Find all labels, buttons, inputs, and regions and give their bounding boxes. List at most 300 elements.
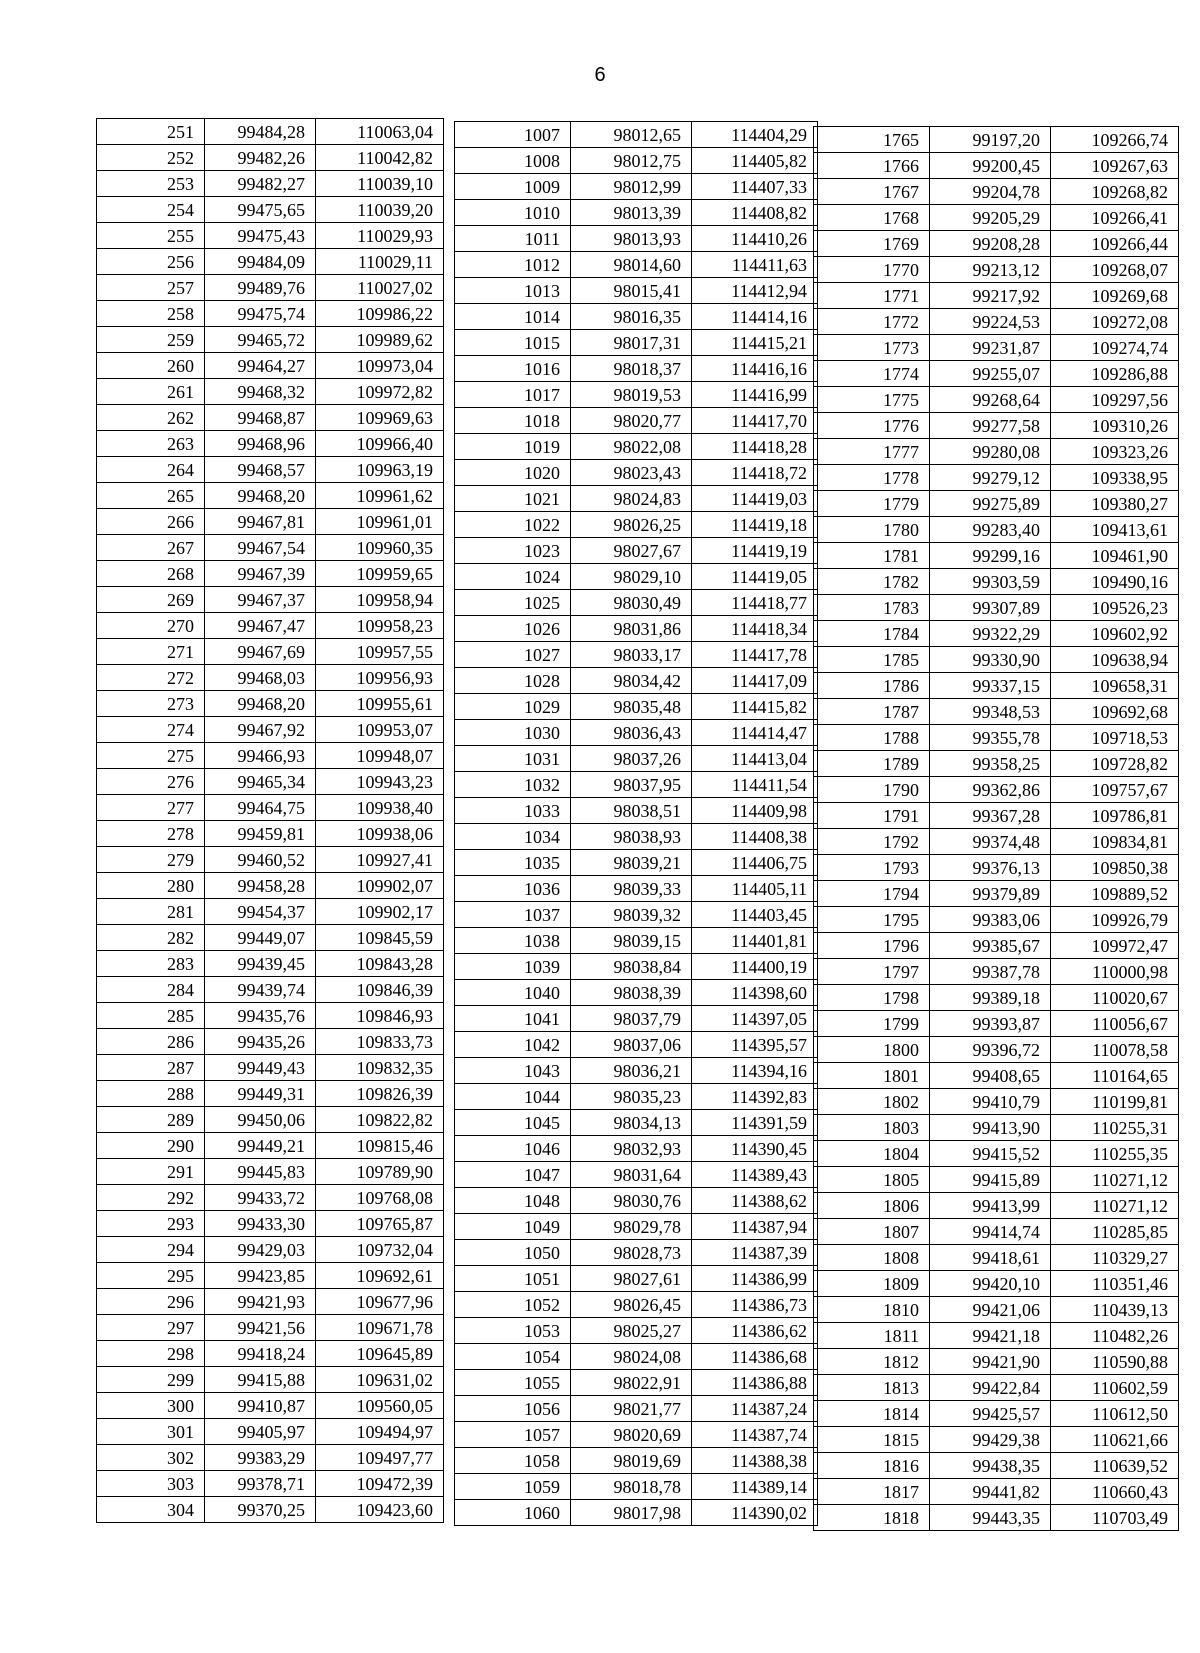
y-coordinate-cell: 109960,35	[316, 535, 444, 561]
table-row	[814, 1453, 1179, 1479]
y-coordinate-cell: 109966,40	[316, 431, 444, 457]
table-row	[97, 1289, 444, 1315]
y-coordinate-cell: 109560,05	[316, 1393, 444, 1419]
point-number-cell: 1779	[814, 491, 930, 517]
table-row	[455, 408, 818, 434]
y-coordinate-cell: 114386,73	[692, 1292, 818, 1318]
y-coordinate-cell: 114411,54	[692, 772, 818, 798]
x-coordinate-cell: 98026,45	[571, 1292, 692, 1318]
y-coordinate-cell: 114409,98	[692, 798, 818, 824]
point-number-cell: 1776	[814, 413, 930, 439]
x-coordinate-cell: 98022,91	[571, 1370, 692, 1396]
point-number-cell: 1802	[814, 1089, 930, 1115]
y-coordinate-cell: 109266,41	[1051, 205, 1179, 231]
y-coordinate-cell: 109728,82	[1051, 751, 1179, 777]
y-coordinate-cell: 114418,77	[692, 590, 818, 616]
x-coordinate-cell: 99408,65	[930, 1063, 1051, 1089]
y-coordinate-cell: 110000,98	[1051, 959, 1179, 985]
point-number-cell: 1790	[814, 777, 930, 803]
y-coordinate-cell: 110255,31	[1051, 1115, 1179, 1141]
point-number-cell: 1057	[455, 1422, 571, 1448]
x-coordinate-cell: 99433,72	[205, 1185, 316, 1211]
table-row	[814, 257, 1179, 283]
y-coordinate-cell: 114419,05	[692, 564, 818, 590]
y-coordinate-cell: 114405,82	[692, 148, 818, 174]
y-coordinate-cell: 110285,85	[1051, 1219, 1179, 1245]
coordinate-table-1	[96, 118, 444, 1523]
point-number-cell: 1011	[455, 226, 571, 252]
table-row	[97, 223, 444, 249]
table-row	[814, 361, 1179, 387]
y-coordinate-cell: 109380,27	[1051, 491, 1179, 517]
point-number-cell: 265	[97, 483, 205, 509]
x-coordinate-cell: 98027,61	[571, 1266, 692, 1292]
point-number-cell: 1038	[455, 928, 571, 954]
point-number-cell: 1770	[814, 257, 930, 283]
x-coordinate-cell: 98034,42	[571, 668, 692, 694]
point-number-cell: 1042	[455, 1032, 571, 1058]
point-number-cell: 297	[97, 1315, 205, 1341]
y-coordinate-cell: 114417,70	[692, 408, 818, 434]
y-coordinate-cell: 110063,04	[316, 119, 444, 145]
table-row	[97, 509, 444, 535]
point-number-cell: 1771	[814, 283, 930, 309]
table-row	[97, 847, 444, 873]
x-coordinate-cell: 98036,43	[571, 720, 692, 746]
point-number-cell: 1786	[814, 673, 930, 699]
point-number-cell: 258	[97, 301, 205, 327]
x-coordinate-cell: 99439,74	[205, 977, 316, 1003]
x-coordinate-cell: 99414,74	[930, 1219, 1051, 1245]
point-number-cell: 1012	[455, 252, 571, 278]
point-number-cell: 1047	[455, 1162, 571, 1188]
table-row	[97, 1081, 444, 1107]
y-coordinate-cell: 114387,24	[692, 1396, 818, 1422]
table-row	[97, 1263, 444, 1289]
x-coordinate-cell: 99255,07	[930, 361, 1051, 387]
point-number-cell: 1778	[814, 465, 930, 491]
point-number-cell: 1792	[814, 829, 930, 855]
y-coordinate-cell: 114388,38	[692, 1448, 818, 1474]
y-coordinate-cell: 109413,61	[1051, 517, 1179, 543]
point-number-cell: 1017	[455, 382, 571, 408]
table-row	[814, 907, 1179, 933]
table-row	[455, 1006, 818, 1032]
point-number-cell: 1019	[455, 434, 571, 460]
x-coordinate-cell: 99429,38	[930, 1427, 1051, 1453]
x-coordinate-cell: 98038,93	[571, 824, 692, 850]
x-coordinate-cell: 99449,31	[205, 1081, 316, 1107]
y-coordinate-cell: 110621,66	[1051, 1427, 1179, 1453]
x-coordinate-cell: 99322,29	[930, 621, 1051, 647]
x-coordinate-cell: 99433,30	[205, 1211, 316, 1237]
x-coordinate-cell: 99466,93	[205, 743, 316, 769]
y-coordinate-cell: 110329,27	[1051, 1245, 1179, 1271]
x-coordinate-cell: 98037,26	[571, 746, 692, 772]
y-coordinate-cell: 114387,74	[692, 1422, 818, 1448]
x-coordinate-cell: 99275,89	[930, 491, 1051, 517]
point-number-cell: 1016	[455, 356, 571, 382]
y-coordinate-cell: 110351,46	[1051, 1271, 1179, 1297]
point-number-cell: 282	[97, 925, 205, 951]
y-coordinate-cell: 109961,62	[316, 483, 444, 509]
point-number-cell: 1014	[455, 304, 571, 330]
table-row	[455, 1422, 818, 1448]
x-coordinate-cell: 99467,81	[205, 509, 316, 535]
y-coordinate-cell: 114416,16	[692, 356, 818, 382]
x-coordinate-cell: 98039,21	[571, 850, 692, 876]
y-coordinate-cell: 109310,26	[1051, 413, 1179, 439]
table-row	[455, 200, 818, 226]
y-coordinate-cell: 114389,43	[692, 1162, 818, 1188]
table-row	[455, 1214, 818, 1240]
y-coordinate-cell: 109526,23	[1051, 595, 1179, 621]
table-row	[814, 1427, 1179, 1453]
x-coordinate-cell: 99379,89	[930, 881, 1051, 907]
y-coordinate-cell: 109497,77	[316, 1445, 444, 1471]
x-coordinate-cell: 99467,69	[205, 639, 316, 665]
y-coordinate-cell: 109956,93	[316, 665, 444, 691]
point-number-cell: 1780	[814, 517, 930, 543]
y-coordinate-cell: 110590,88	[1051, 1349, 1179, 1375]
point-number-cell: 1796	[814, 933, 930, 959]
y-coordinate-cell: 109961,01	[316, 509, 444, 535]
y-coordinate-cell: 109274,74	[1051, 335, 1179, 361]
x-coordinate-cell: 99484,28	[205, 119, 316, 145]
point-number-cell: 1788	[814, 725, 930, 751]
x-coordinate-cell: 99421,93	[205, 1289, 316, 1315]
point-number-cell: 304	[97, 1497, 205, 1523]
y-coordinate-cell: 109671,78	[316, 1315, 444, 1341]
table-row	[814, 465, 1179, 491]
x-coordinate-cell: 98033,17	[571, 642, 692, 668]
point-number-cell: 277	[97, 795, 205, 821]
x-coordinate-cell: 99464,27	[205, 353, 316, 379]
table-row	[814, 1219, 1179, 1245]
table-row	[97, 795, 444, 821]
table-row	[97, 1237, 444, 1263]
point-number-cell: 300	[97, 1393, 205, 1419]
x-coordinate-cell: 99387,78	[930, 959, 1051, 985]
x-coordinate-cell: 98019,69	[571, 1448, 692, 1474]
point-number-cell: 1801	[814, 1063, 930, 1089]
x-coordinate-cell: 99421,18	[930, 1323, 1051, 1349]
point-number-cell: 1814	[814, 1401, 930, 1427]
x-coordinate-cell: 98029,10	[571, 564, 692, 590]
x-coordinate-cell: 99449,21	[205, 1133, 316, 1159]
y-coordinate-cell: 114419,18	[692, 512, 818, 538]
table-row	[455, 642, 818, 668]
x-coordinate-cell: 98024,08	[571, 1344, 692, 1370]
x-coordinate-cell: 99468,57	[205, 457, 316, 483]
y-coordinate-cell: 109768,08	[316, 1185, 444, 1211]
x-coordinate-cell: 99439,45	[205, 951, 316, 977]
table-row	[97, 1419, 444, 1445]
table-row	[97, 1211, 444, 1237]
x-coordinate-cell: 98026,25	[571, 512, 692, 538]
x-coordinate-cell: 99489,76	[205, 275, 316, 301]
x-coordinate-cell: 99348,53	[930, 699, 1051, 725]
point-number-cell: 1058	[455, 1448, 571, 1474]
table-row	[97, 587, 444, 613]
x-coordinate-cell: 99454,37	[205, 899, 316, 925]
table-row	[814, 439, 1179, 465]
x-coordinate-cell: 99277,58	[930, 413, 1051, 439]
y-coordinate-cell: 110042,82	[316, 145, 444, 171]
table-row	[814, 387, 1179, 413]
x-coordinate-cell: 98031,64	[571, 1162, 692, 1188]
table-row	[97, 951, 444, 977]
point-number-cell: 294	[97, 1237, 205, 1263]
point-number-cell: 1056	[455, 1396, 571, 1422]
table-row	[455, 1110, 818, 1136]
point-number-cell: 1807	[814, 1219, 930, 1245]
point-number-cell: 256	[97, 249, 205, 275]
table-row	[814, 231, 1179, 257]
x-coordinate-cell: 98032,93	[571, 1136, 692, 1162]
point-number-cell: 1052	[455, 1292, 571, 1318]
point-number-cell: 287	[97, 1055, 205, 1081]
point-number-cell: 1810	[814, 1297, 930, 1323]
x-coordinate-cell: 99197,20	[930, 127, 1051, 153]
point-number-cell: 1051	[455, 1266, 571, 1292]
table-row	[455, 1188, 818, 1214]
x-coordinate-cell: 98037,95	[571, 772, 692, 798]
y-coordinate-cell: 109969,63	[316, 405, 444, 431]
point-number-cell: 1774	[814, 361, 930, 387]
point-number-cell: 1817	[814, 1479, 930, 1505]
table-row	[455, 980, 818, 1006]
table-row	[97, 1315, 444, 1341]
point-number-cell: 1797	[814, 959, 930, 985]
x-coordinate-cell: 98021,77	[571, 1396, 692, 1422]
table-row	[814, 1505, 1179, 1531]
x-coordinate-cell: 99224,53	[930, 309, 1051, 335]
table-row	[814, 985, 1179, 1011]
y-coordinate-cell: 110660,43	[1051, 1479, 1179, 1505]
y-coordinate-cell: 114410,26	[692, 226, 818, 252]
y-coordinate-cell: 114419,03	[692, 486, 818, 512]
table-row	[455, 694, 818, 720]
table-row	[97, 327, 444, 353]
page-number: 6	[594, 64, 606, 86]
table-row	[455, 174, 818, 200]
point-number-cell: 1798	[814, 985, 930, 1011]
x-coordinate-cell: 98020,69	[571, 1422, 692, 1448]
table-row	[455, 382, 818, 408]
y-coordinate-cell: 109677,96	[316, 1289, 444, 1315]
y-coordinate-cell: 114398,60	[692, 980, 818, 1006]
y-coordinate-cell: 109658,31	[1051, 673, 1179, 699]
y-coordinate-cell: 109986,22	[316, 301, 444, 327]
table-row	[97, 1107, 444, 1133]
table-row	[97, 1133, 444, 1159]
point-number-cell: 1773	[814, 335, 930, 361]
table-row	[455, 876, 818, 902]
x-coordinate-cell: 99415,52	[930, 1141, 1051, 1167]
table-row	[455, 1370, 818, 1396]
y-coordinate-cell: 114390,02	[692, 1500, 818, 1526]
y-coordinate-cell: 109902,17	[316, 899, 444, 925]
table-row	[97, 873, 444, 899]
y-coordinate-cell: 114388,62	[692, 1188, 818, 1214]
x-coordinate-cell: 99413,99	[930, 1193, 1051, 1219]
y-coordinate-cell: 109972,82	[316, 379, 444, 405]
point-number-cell: 1795	[814, 907, 930, 933]
table-row	[97, 1471, 444, 1497]
point-number-cell: 1039	[455, 954, 571, 980]
point-number-cell: 303	[97, 1471, 205, 1497]
y-coordinate-cell: 109938,40	[316, 795, 444, 821]
table-row	[97, 925, 444, 951]
y-coordinate-cell: 114401,81	[692, 928, 818, 954]
x-coordinate-cell: 98035,48	[571, 694, 692, 720]
table-row	[455, 1318, 818, 1344]
table-row	[455, 278, 818, 304]
point-number-cell: 1007	[455, 122, 571, 148]
point-number-cell: 288	[97, 1081, 205, 1107]
x-coordinate-cell: 98013,93	[571, 226, 692, 252]
point-number-cell: 271	[97, 639, 205, 665]
y-coordinate-cell: 109286,88	[1051, 361, 1179, 387]
table-row	[97, 977, 444, 1003]
point-number-cell: 279	[97, 847, 205, 873]
y-coordinate-cell: 109602,92	[1051, 621, 1179, 647]
point-number-cell: 1816	[814, 1453, 930, 1479]
table-row	[97, 249, 444, 275]
table-row	[814, 725, 1179, 751]
point-number-cell: 1054	[455, 1344, 571, 1370]
x-coordinate-cell: 99208,28	[930, 231, 1051, 257]
table-row	[814, 1193, 1179, 1219]
point-number-cell: 1044	[455, 1084, 571, 1110]
x-coordinate-cell: 99468,87	[205, 405, 316, 431]
table-row	[455, 902, 818, 928]
x-coordinate-cell: 98024,83	[571, 486, 692, 512]
table-row	[97, 405, 444, 431]
x-coordinate-cell: 98020,77	[571, 408, 692, 434]
point-number-cell: 274	[97, 717, 205, 743]
x-coordinate-cell: 99460,52	[205, 847, 316, 873]
table-row	[455, 1240, 818, 1266]
x-coordinate-cell: 98037,79	[571, 1006, 692, 1032]
y-coordinate-cell: 109423,60	[316, 1497, 444, 1523]
y-coordinate-cell: 114417,78	[692, 642, 818, 668]
y-coordinate-cell: 110020,67	[1051, 985, 1179, 1011]
x-coordinate-cell: 98017,31	[571, 330, 692, 356]
x-coordinate-cell: 99465,72	[205, 327, 316, 353]
y-coordinate-cell: 109472,39	[316, 1471, 444, 1497]
x-coordinate-cell: 99467,54	[205, 535, 316, 561]
point-number-cell: 1035	[455, 850, 571, 876]
x-coordinate-cell: 99413,90	[930, 1115, 1051, 1141]
y-coordinate-cell: 109957,55	[316, 639, 444, 665]
table-row	[814, 751, 1179, 777]
y-coordinate-cell: 109786,81	[1051, 803, 1179, 829]
x-coordinate-cell: 98035,23	[571, 1084, 692, 1110]
x-coordinate-cell: 98039,15	[571, 928, 692, 954]
x-coordinate-cell: 99449,43	[205, 1055, 316, 1081]
y-coordinate-cell: 114395,57	[692, 1032, 818, 1058]
x-coordinate-cell: 99421,06	[930, 1297, 1051, 1323]
y-coordinate-cell: 109645,89	[316, 1341, 444, 1367]
table-row	[455, 850, 818, 876]
table-row	[455, 1448, 818, 1474]
table-row	[97, 821, 444, 847]
x-coordinate-cell: 99393,87	[930, 1011, 1051, 1037]
x-coordinate-cell: 98018,78	[571, 1474, 692, 1500]
y-coordinate-cell: 110027,02	[316, 275, 444, 301]
x-coordinate-cell: 99418,24	[205, 1341, 316, 1367]
table-row	[97, 353, 444, 379]
table-row	[455, 226, 818, 252]
table-row	[455, 1344, 818, 1370]
x-coordinate-cell: 99435,26	[205, 1029, 316, 1055]
y-coordinate-cell: 109297,56	[1051, 387, 1179, 413]
point-number-cell: 1813	[814, 1375, 930, 1401]
y-coordinate-cell: 109692,61	[316, 1263, 444, 1289]
y-coordinate-cell: 114390,45	[692, 1136, 818, 1162]
y-coordinate-cell: 109789,90	[316, 1159, 444, 1185]
y-coordinate-cell: 109765,87	[316, 1211, 444, 1237]
table-row	[455, 824, 818, 850]
table-row	[455, 434, 818, 460]
table-row	[814, 933, 1179, 959]
table-row	[455, 148, 818, 174]
x-coordinate-cell: 99464,75	[205, 795, 316, 821]
point-number-cell: 301	[97, 1419, 205, 1445]
y-coordinate-cell: 110056,67	[1051, 1011, 1179, 1037]
table-row	[814, 829, 1179, 855]
table-row	[455, 1266, 818, 1292]
point-number-cell: 272	[97, 665, 205, 691]
y-coordinate-cell: 109953,07	[316, 717, 444, 743]
x-coordinate-cell: 98039,33	[571, 876, 692, 902]
point-number-cell: 1800	[814, 1037, 930, 1063]
y-coordinate-cell: 109638,94	[1051, 647, 1179, 673]
y-coordinate-cell: 110602,59	[1051, 1375, 1179, 1401]
point-number-cell: 1040	[455, 980, 571, 1006]
x-coordinate-cell: 99438,35	[930, 1453, 1051, 1479]
point-number-cell: 269	[97, 587, 205, 613]
x-coordinate-cell: 99421,90	[930, 1349, 1051, 1375]
point-number-cell: 253	[97, 171, 205, 197]
table-row	[814, 1089, 1179, 1115]
table-row	[97, 1393, 444, 1419]
y-coordinate-cell: 109843,28	[316, 951, 444, 977]
table-row	[814, 647, 1179, 673]
point-number-cell: 289	[97, 1107, 205, 1133]
table-row	[455, 928, 818, 954]
y-coordinate-cell: 114389,14	[692, 1474, 818, 1500]
table-row	[814, 777, 1179, 803]
point-number-cell: 1808	[814, 1245, 930, 1271]
table-row	[455, 1396, 818, 1422]
table-row	[97, 431, 444, 457]
x-coordinate-cell: 99337,15	[930, 673, 1051, 699]
table-row	[97, 717, 444, 743]
y-coordinate-cell: 110255,35	[1051, 1141, 1179, 1167]
table-row	[455, 1292, 818, 1318]
point-number-cell: 1794	[814, 881, 930, 907]
x-coordinate-cell: 99362,86	[930, 777, 1051, 803]
x-coordinate-cell: 99467,39	[205, 561, 316, 587]
point-number-cell: 1031	[455, 746, 571, 772]
table-row	[814, 621, 1179, 647]
table-row	[97, 899, 444, 925]
table-row	[455, 1474, 818, 1500]
table-row	[97, 1341, 444, 1367]
